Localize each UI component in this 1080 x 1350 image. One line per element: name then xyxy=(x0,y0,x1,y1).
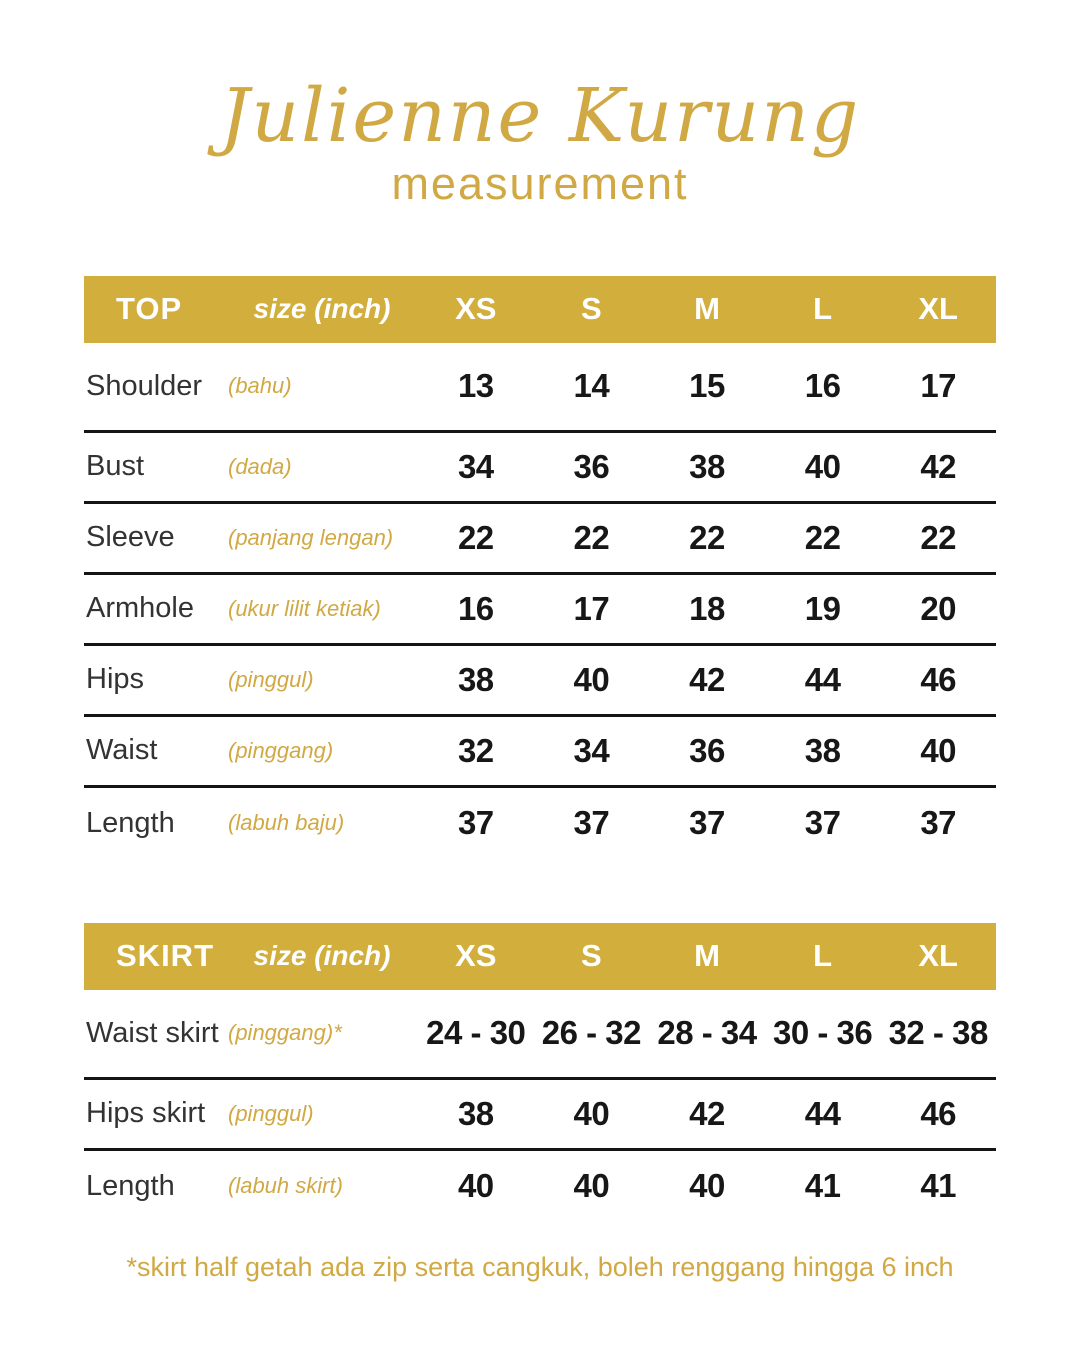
top-size-table xyxy=(84,276,996,859)
cell-value: 37 xyxy=(920,804,957,842)
table-row xyxy=(84,504,996,575)
table-name: SKIRT xyxy=(116,938,214,974)
row-label: Hips xyxy=(86,663,145,696)
cell-value: 38 xyxy=(689,447,725,485)
row-label: Length xyxy=(86,806,175,839)
cell-value: 38 xyxy=(457,1094,494,1132)
unit-label: size (inch) xyxy=(253,293,391,325)
size-header-m: M xyxy=(694,291,720,327)
page-title: Julienne Kurung xyxy=(219,73,861,159)
cell-value: 42 xyxy=(689,660,725,698)
cell-value: 46 xyxy=(920,660,957,698)
top-table-header xyxy=(84,276,996,343)
cell-value: 28 - 34 xyxy=(657,1014,757,1052)
cell-value: 22 xyxy=(573,518,610,556)
cell-value: 42 xyxy=(920,447,957,485)
cell-value: 22 xyxy=(457,518,494,556)
skirt-table-rows xyxy=(84,990,996,1222)
size-header-l: L xyxy=(813,938,833,974)
cell-value: 24 - 30 xyxy=(426,1014,526,1052)
chart-heading xyxy=(0,73,1080,210)
size-header-xs: XS xyxy=(455,938,497,974)
row-sublabel: (pinggang)* xyxy=(228,1020,342,1046)
row-sublabel: (pinggul) xyxy=(228,666,314,692)
row-sublabel: (panjang lengan) xyxy=(228,524,394,550)
cell-value: 36 xyxy=(573,447,610,485)
skirt-size-table xyxy=(84,923,996,1222)
row-label: Length xyxy=(86,1169,175,1202)
cell-value: 40 xyxy=(573,1167,610,1205)
row-label: Waist xyxy=(86,734,158,767)
size-header-l: L xyxy=(813,291,833,327)
row-label: Armhole xyxy=(86,592,194,625)
table-row xyxy=(84,717,996,788)
cell-value: 44 xyxy=(804,660,841,698)
skirt-table-header xyxy=(84,923,996,990)
cell-value: 34 xyxy=(457,447,494,485)
cell-value: 19 xyxy=(804,589,841,627)
page-subtitle: measurement xyxy=(391,157,689,209)
top-table-rows xyxy=(84,343,996,859)
size-header-m: M xyxy=(694,938,720,974)
cell-value: 22 xyxy=(804,518,841,556)
row-sublabel: (labuh baju) xyxy=(228,810,345,836)
cell-value: 40 xyxy=(573,660,610,698)
cell-value: 40 xyxy=(457,1167,494,1205)
table-row xyxy=(84,1080,996,1151)
table-row xyxy=(84,1151,996,1222)
cell-value: 46 xyxy=(920,1094,957,1132)
cell-value: 37 xyxy=(689,804,725,842)
size-header-xs: XS xyxy=(455,291,497,327)
size-header-s: S xyxy=(581,938,602,974)
cell-value: 42 xyxy=(689,1094,725,1132)
row-sublabel: (pinggang) xyxy=(228,737,334,763)
row-label: Waist skirt xyxy=(86,1016,219,1049)
cell-value: 18 xyxy=(689,589,725,627)
cell-value: 14 xyxy=(573,367,610,405)
size-header-xl: XL xyxy=(918,291,958,327)
cell-value: 32 xyxy=(457,731,494,769)
table-row xyxy=(84,646,996,717)
cell-value: 17 xyxy=(920,367,957,405)
row-sublabel: (labuh skirt) xyxy=(228,1173,343,1199)
cell-value: 26 - 32 xyxy=(541,1014,642,1052)
row-sublabel: (bahu) xyxy=(228,373,292,399)
cell-value: 38 xyxy=(457,660,494,698)
cell-value: 41 xyxy=(920,1167,957,1205)
size-header-s: S xyxy=(581,291,602,327)
table-row xyxy=(84,433,996,504)
cell-value: 40 xyxy=(920,731,957,769)
cell-value: 40 xyxy=(689,1167,725,1205)
cell-value: 37 xyxy=(457,804,494,842)
cell-value: 36 xyxy=(689,731,725,769)
table-row xyxy=(84,990,996,1080)
row-label: Shoulder xyxy=(86,369,203,402)
cell-value: 22 xyxy=(689,518,725,556)
cell-value: 40 xyxy=(573,1094,610,1132)
cell-value: 20 xyxy=(920,589,957,627)
row-label: Bust xyxy=(86,450,145,483)
row-sublabel: (dada) xyxy=(228,453,292,479)
cell-value: 44 xyxy=(804,1094,841,1132)
cell-value: 13 xyxy=(457,367,494,405)
cell-value: 30 - 36 xyxy=(772,1014,873,1052)
unit-label: size (inch) xyxy=(253,940,391,972)
cell-value: 16 xyxy=(804,367,841,405)
cell-value: 32 - 38 xyxy=(888,1014,988,1052)
table-row xyxy=(84,343,996,433)
table-row xyxy=(84,575,996,646)
table-name: TOP xyxy=(116,291,183,327)
cell-value: 37 xyxy=(804,804,841,842)
cell-value: 16 xyxy=(457,589,494,627)
cell-value: 37 xyxy=(573,804,610,842)
row-label: Sleeve xyxy=(86,521,175,554)
cell-value: 40 xyxy=(804,447,841,485)
cell-value: 38 xyxy=(804,731,841,769)
cell-value: 34 xyxy=(573,731,610,769)
cell-value: 15 xyxy=(689,367,725,405)
table-row xyxy=(84,788,996,859)
skirt-footnote: *skirt half getah ada zip serta cangkuk, boleh renggang hingga 6 inch xyxy=(126,1251,954,1282)
cell-value: 22 xyxy=(920,518,957,556)
row-label: Hips skirt xyxy=(86,1097,206,1130)
size-header-xl: XL xyxy=(918,938,958,974)
row-sublabel: (pinggul) xyxy=(228,1100,314,1126)
row-sublabel: (ukur lilit ketiak) xyxy=(228,595,381,621)
cell-value: 17 xyxy=(573,589,610,627)
cell-value: 41 xyxy=(804,1167,841,1205)
